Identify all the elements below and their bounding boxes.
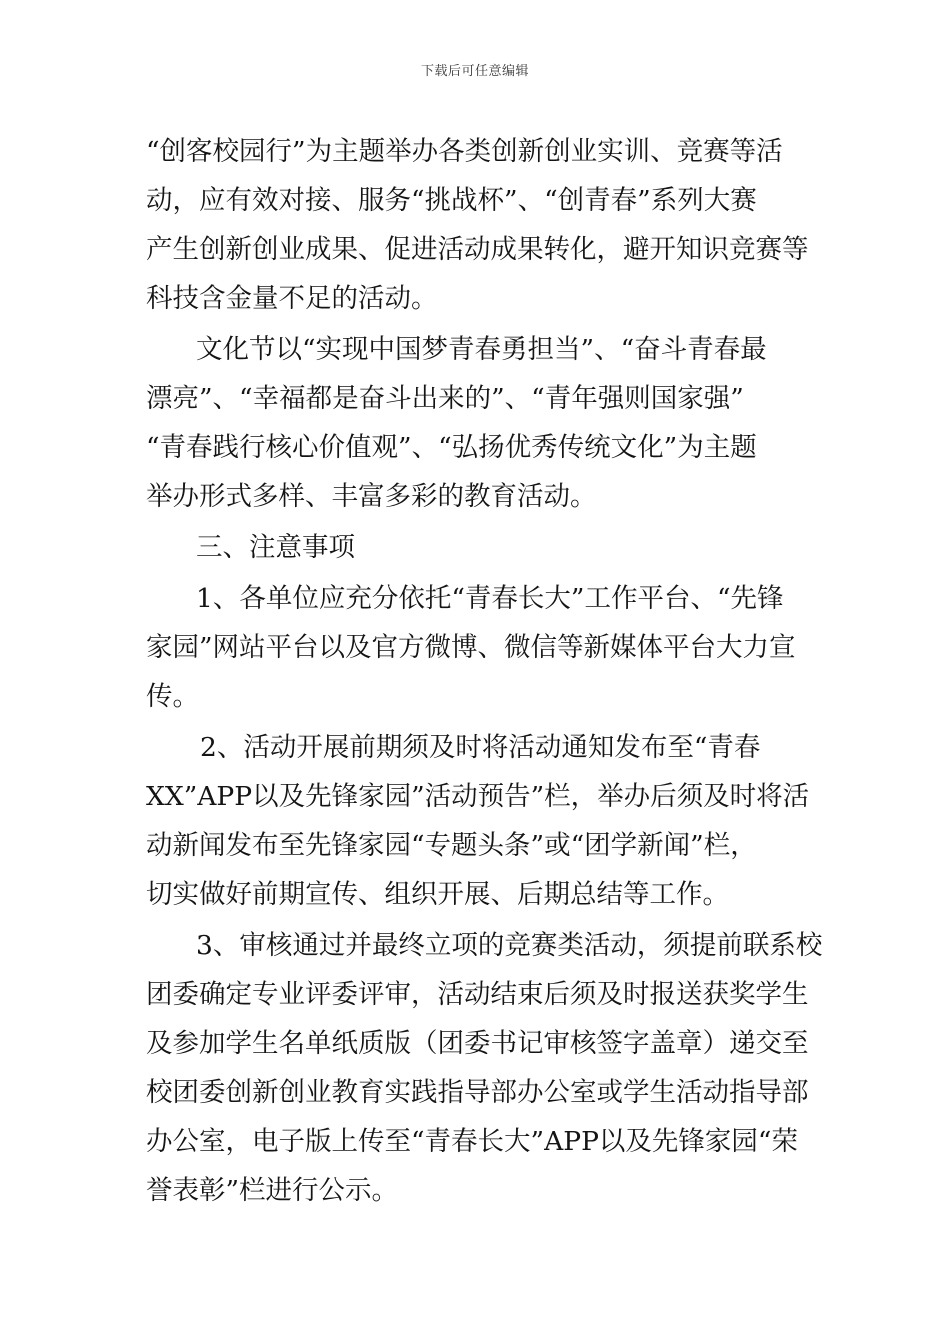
text-line: “青春践行核心价值观”、“弘扬优秀传统文化”为主题 xyxy=(146,432,757,463)
section-heading: 三、注意事项 xyxy=(196,532,355,563)
text-line: 动，应有效对接、服务“挑战杯”、“创青春”系列大赛 xyxy=(146,185,757,216)
paragraph-first-line: 文化节以“实现中国梦青春勇担当”、“奋斗青春最 xyxy=(196,334,767,365)
text-line: 传。 xyxy=(146,681,199,712)
text-line: 办公室，电子版上传至“青春长大”APP以及先锋家园“荣 xyxy=(146,1126,798,1157)
text-line: 切实做好前期宣传、组织开展、后期总结等工作。 xyxy=(146,879,729,910)
text-line: 校团委创新创业教育实践指导部办公室或学生活动指导部 xyxy=(146,1077,809,1108)
text-line: 漂亮”、“幸福都是奋斗出来的”、“青年强则国家强” xyxy=(146,383,744,414)
paragraph-first-line: 3、审核通过并最终立项的竞赛类活动，须提前联系校 xyxy=(196,930,823,961)
text-line: 及参加学生名单纸质版（团委书记审核签字盖章）递交至 xyxy=(146,1028,809,1059)
text-line: 团委确定专业评委评审，活动结束后须及时报送获奖学生 xyxy=(146,979,809,1010)
page-header: 下载后可任意编辑 xyxy=(420,64,529,79)
text-line: 家园”网站平台以及官方微博、微信等新媒体平台大力宣 xyxy=(146,632,796,663)
text-line: “创客校园行”为主题举办各类创新创业实训、竞赛等活 xyxy=(146,136,783,167)
text-line: 科技含金量不足的活动。 xyxy=(146,283,438,314)
text-line: 动新闻发布至先锋家园“专题头条”或“团学新闻”栏， xyxy=(146,830,757,861)
text-line: 产生创新创业成果、促进活动成果转化，避开知识竞赛等 xyxy=(146,234,809,265)
paragraph-first-line: 1、各单位应充分依托“青春长大”工作平台、“先锋 xyxy=(196,583,784,614)
text-line: 誉表彰”栏进行公示。 xyxy=(146,1175,399,1206)
text-line: 举办形式多样、丰富多彩的教育活动。 xyxy=(146,481,597,512)
text-line: XX”APP以及先锋家园”活动预告”栏，举办后须及时将活 xyxy=(146,781,810,812)
paragraph-first-line: 2、活动开展前期须及时将活动通知发布至“青春 xyxy=(200,732,761,763)
